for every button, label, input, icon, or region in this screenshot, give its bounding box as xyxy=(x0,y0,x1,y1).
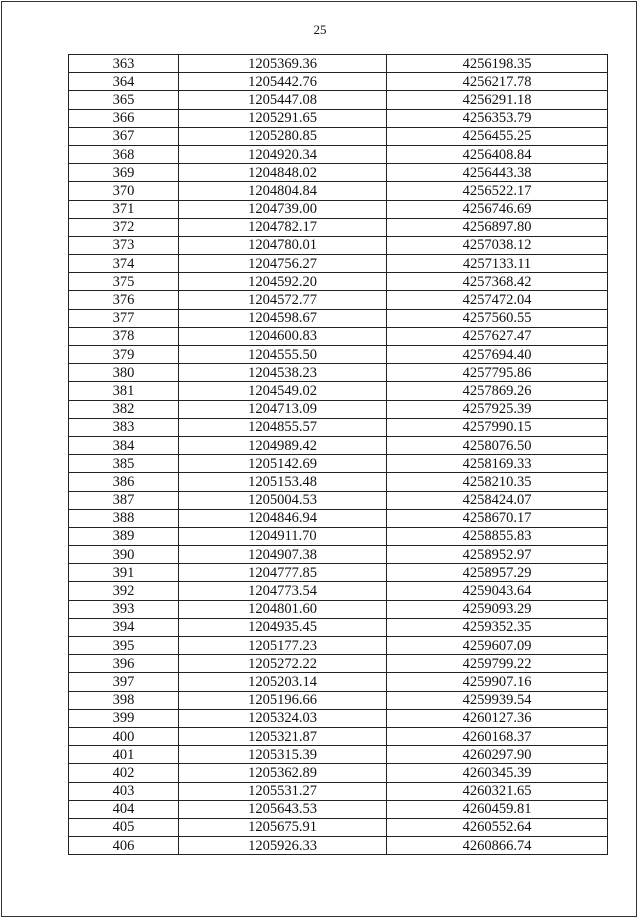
x-coordinate-cell: 1204555.50 xyxy=(179,346,387,364)
y-coordinate-cell: 4258952.97 xyxy=(387,546,608,564)
point-number-cell: 381 xyxy=(69,382,179,400)
table-row xyxy=(69,309,608,327)
y-coordinate-cell: 4256897.80 xyxy=(387,218,608,236)
x-coordinate-cell: 1205675.91 xyxy=(179,818,387,836)
table-row xyxy=(69,436,608,454)
point-number-cell: 369 xyxy=(69,164,179,182)
y-coordinate-cell: 4256408.84 xyxy=(387,145,608,163)
y-coordinate-cell: 4260127.36 xyxy=(387,709,608,727)
point-number-cell: 364 xyxy=(69,73,179,91)
table-row xyxy=(69,91,608,109)
point-number-cell: 404 xyxy=(69,800,179,818)
x-coordinate-cell: 1204538.23 xyxy=(179,364,387,382)
y-coordinate-cell: 4259799.22 xyxy=(387,655,608,673)
table-row xyxy=(69,255,608,273)
table-row xyxy=(69,73,608,91)
point-number-cell: 375 xyxy=(69,273,179,291)
table-row xyxy=(69,782,608,800)
point-number-cell: 373 xyxy=(69,236,179,254)
x-coordinate-cell: 1204846.94 xyxy=(179,509,387,527)
point-number-cell: 396 xyxy=(69,655,179,673)
x-coordinate-cell: 1205272.22 xyxy=(179,655,387,673)
table-row xyxy=(69,455,608,473)
x-coordinate-cell: 1205643.53 xyxy=(179,800,387,818)
table-row xyxy=(69,273,608,291)
y-coordinate-cell: 4256522.17 xyxy=(387,182,608,200)
table-row xyxy=(69,127,608,145)
y-coordinate-cell: 4260345.39 xyxy=(387,764,608,782)
y-coordinate-cell: 4257869.26 xyxy=(387,382,608,400)
table-row xyxy=(69,382,608,400)
x-coordinate-cell: 1205142.69 xyxy=(179,455,387,473)
x-coordinate-cell: 1205291.65 xyxy=(179,109,387,127)
table-row xyxy=(69,182,608,200)
y-coordinate-cell: 4256198.35 xyxy=(387,55,608,73)
point-number-cell: 387 xyxy=(69,491,179,509)
y-coordinate-cell: 4260297.90 xyxy=(387,746,608,764)
point-number-cell: 386 xyxy=(69,473,179,491)
y-coordinate-cell: 4258076.50 xyxy=(387,436,608,454)
y-coordinate-cell: 4257133.11 xyxy=(387,255,608,273)
point-number-cell: 374 xyxy=(69,255,179,273)
point-number-cell: 385 xyxy=(69,455,179,473)
x-coordinate-cell: 1204848.02 xyxy=(179,164,387,182)
table-row xyxy=(69,727,608,745)
point-number-cell: 378 xyxy=(69,327,179,345)
x-coordinate-cell: 1204920.34 xyxy=(179,145,387,163)
x-coordinate-cell: 1205324.03 xyxy=(179,709,387,727)
table-row xyxy=(69,582,608,600)
x-coordinate-cell: 1205315.39 xyxy=(179,746,387,764)
point-number-cell: 400 xyxy=(69,727,179,745)
point-number-cell: 382 xyxy=(69,400,179,418)
y-coordinate-cell: 4259352.35 xyxy=(387,618,608,636)
y-coordinate-cell: 4259093.29 xyxy=(387,600,608,618)
page-number: 25 xyxy=(313,22,327,37)
point-number-cell: 383 xyxy=(69,418,179,436)
y-coordinate-cell: 4258424.07 xyxy=(387,491,608,509)
point-number-cell: 390 xyxy=(69,546,179,564)
table-row xyxy=(69,109,608,127)
table-row xyxy=(69,473,608,491)
table-row xyxy=(69,637,608,655)
y-coordinate-cell: 4257560.55 xyxy=(387,309,608,327)
point-number-cell: 403 xyxy=(69,782,179,800)
y-coordinate-cell: 4256217.78 xyxy=(387,73,608,91)
table-row xyxy=(69,800,608,818)
x-coordinate-cell: 1204773.54 xyxy=(179,582,387,600)
x-coordinate-cell: 1204592.20 xyxy=(179,273,387,291)
table-row xyxy=(69,364,608,382)
point-number-cell: 376 xyxy=(69,291,179,309)
point-number-cell: 384 xyxy=(69,436,179,454)
y-coordinate-cell: 4258670.17 xyxy=(387,509,608,527)
y-coordinate-cell: 4260321.65 xyxy=(387,782,608,800)
table-row xyxy=(69,764,608,782)
coordinates-table xyxy=(68,54,608,855)
y-coordinate-cell: 4259939.54 xyxy=(387,691,608,709)
point-number-cell: 370 xyxy=(69,182,179,200)
x-coordinate-cell: 1204801.60 xyxy=(179,600,387,618)
point-number-cell: 365 xyxy=(69,91,179,109)
y-coordinate-cell: 4260552.64 xyxy=(387,818,608,836)
x-coordinate-cell: 1205369.36 xyxy=(179,55,387,73)
point-number-cell: 366 xyxy=(69,109,179,127)
table-row xyxy=(69,491,608,509)
y-coordinate-cell: 4258210.35 xyxy=(387,473,608,491)
x-coordinate-cell: 1204855.57 xyxy=(179,418,387,436)
table-row xyxy=(69,236,608,254)
table-row xyxy=(69,346,608,364)
table-row xyxy=(69,145,608,163)
x-coordinate-cell: 1204713.09 xyxy=(179,400,387,418)
y-coordinate-cell: 4258169.33 xyxy=(387,455,608,473)
y-coordinate-cell: 4258855.83 xyxy=(387,527,608,545)
table-row xyxy=(69,400,608,418)
y-coordinate-cell: 4260866.74 xyxy=(387,837,608,855)
y-coordinate-cell: 4257368.42 xyxy=(387,273,608,291)
y-coordinate-cell: 4258957.29 xyxy=(387,564,608,582)
y-coordinate-cell: 4257925.39 xyxy=(387,400,608,418)
y-coordinate-cell: 4257627.47 xyxy=(387,327,608,345)
coordinates-table-body xyxy=(69,55,608,855)
x-coordinate-cell: 1205321.87 xyxy=(179,727,387,745)
x-coordinate-cell: 1204780.01 xyxy=(179,236,387,254)
point-number-cell: 406 xyxy=(69,837,179,855)
x-coordinate-cell: 1204739.00 xyxy=(179,200,387,218)
point-number-cell: 397 xyxy=(69,673,179,691)
x-coordinate-cell: 1204756.27 xyxy=(179,255,387,273)
x-coordinate-cell: 1204911.70 xyxy=(179,527,387,545)
y-coordinate-cell: 4256443.38 xyxy=(387,164,608,182)
table-row xyxy=(69,746,608,764)
table-row xyxy=(69,564,608,582)
table-row xyxy=(69,673,608,691)
table-row xyxy=(69,655,608,673)
table-row xyxy=(69,164,608,182)
x-coordinate-cell: 1204572.77 xyxy=(179,291,387,309)
point-number-cell: 392 xyxy=(69,582,179,600)
table-row xyxy=(69,509,608,527)
point-number-cell: 371 xyxy=(69,200,179,218)
x-coordinate-cell: 1204935.45 xyxy=(179,618,387,636)
y-coordinate-cell: 4257038.12 xyxy=(387,236,608,254)
x-coordinate-cell: 1205280.85 xyxy=(179,127,387,145)
x-coordinate-cell: 1205531.27 xyxy=(179,782,387,800)
table-row xyxy=(69,291,608,309)
point-number-cell: 395 xyxy=(69,637,179,655)
y-coordinate-cell: 4259043.64 xyxy=(387,582,608,600)
x-coordinate-cell: 1205926.33 xyxy=(179,837,387,855)
point-number-cell: 401 xyxy=(69,746,179,764)
x-coordinate-cell: 1205203.14 xyxy=(179,673,387,691)
y-coordinate-cell: 4256291.18 xyxy=(387,91,608,109)
y-coordinate-cell: 4259907.16 xyxy=(387,673,608,691)
x-coordinate-cell: 1205004.53 xyxy=(179,491,387,509)
table-row xyxy=(69,418,608,436)
point-number-cell: 363 xyxy=(69,55,179,73)
table-row xyxy=(69,327,608,345)
y-coordinate-cell: 4256455.25 xyxy=(387,127,608,145)
x-coordinate-cell: 1204989.42 xyxy=(179,436,387,454)
table-row xyxy=(69,55,608,73)
table-row xyxy=(69,600,608,618)
x-coordinate-cell: 1205153.48 xyxy=(179,473,387,491)
x-coordinate-cell: 1204782.17 xyxy=(179,218,387,236)
x-coordinate-cell: 1205442.76 xyxy=(179,73,387,91)
x-coordinate-cell: 1205447.08 xyxy=(179,91,387,109)
point-number-cell: 380 xyxy=(69,364,179,382)
point-number-cell: 405 xyxy=(69,818,179,836)
table-row xyxy=(69,618,608,636)
table-row xyxy=(69,200,608,218)
y-coordinate-cell: 4260168.37 xyxy=(387,727,608,745)
point-number-cell: 372 xyxy=(69,218,179,236)
point-number-cell: 394 xyxy=(69,618,179,636)
point-number-cell: 368 xyxy=(69,145,179,163)
table-row xyxy=(69,527,608,545)
table-row xyxy=(69,691,608,709)
point-number-cell: 367 xyxy=(69,127,179,145)
x-coordinate-cell: 1204777.85 xyxy=(179,564,387,582)
x-coordinate-cell: 1204804.84 xyxy=(179,182,387,200)
x-coordinate-cell: 1204549.02 xyxy=(179,382,387,400)
point-number-cell: 393 xyxy=(69,600,179,618)
x-coordinate-cell: 1205362.89 xyxy=(179,764,387,782)
point-number-cell: 379 xyxy=(69,346,179,364)
x-coordinate-cell: 1204598.67 xyxy=(179,309,387,327)
y-coordinate-cell: 4256353.79 xyxy=(387,109,608,127)
x-coordinate-cell: 1204907.38 xyxy=(179,546,387,564)
y-coordinate-cell: 4260459.81 xyxy=(387,800,608,818)
y-coordinate-cell: 4257694.40 xyxy=(387,346,608,364)
point-number-cell: 399 xyxy=(69,709,179,727)
point-number-cell: 389 xyxy=(69,527,179,545)
y-coordinate-cell: 4257795.86 xyxy=(387,364,608,382)
point-number-cell: 377 xyxy=(69,309,179,327)
table-row xyxy=(69,546,608,564)
y-coordinate-cell: 4257472.04 xyxy=(387,291,608,309)
x-coordinate-cell: 1204600.83 xyxy=(179,327,387,345)
y-coordinate-cell: 4259607.09 xyxy=(387,637,608,655)
x-coordinate-cell: 1205196.66 xyxy=(179,691,387,709)
table-row xyxy=(69,837,608,855)
y-coordinate-cell: 4256746.69 xyxy=(387,200,608,218)
point-number-cell: 402 xyxy=(69,764,179,782)
table-row xyxy=(69,218,608,236)
table-row xyxy=(69,709,608,727)
x-coordinate-cell: 1205177.23 xyxy=(179,637,387,655)
point-number-cell: 388 xyxy=(69,509,179,527)
point-number-cell: 398 xyxy=(69,691,179,709)
point-number-cell: 391 xyxy=(69,564,179,582)
table-row xyxy=(69,818,608,836)
y-coordinate-cell: 4257990.15 xyxy=(387,418,608,436)
